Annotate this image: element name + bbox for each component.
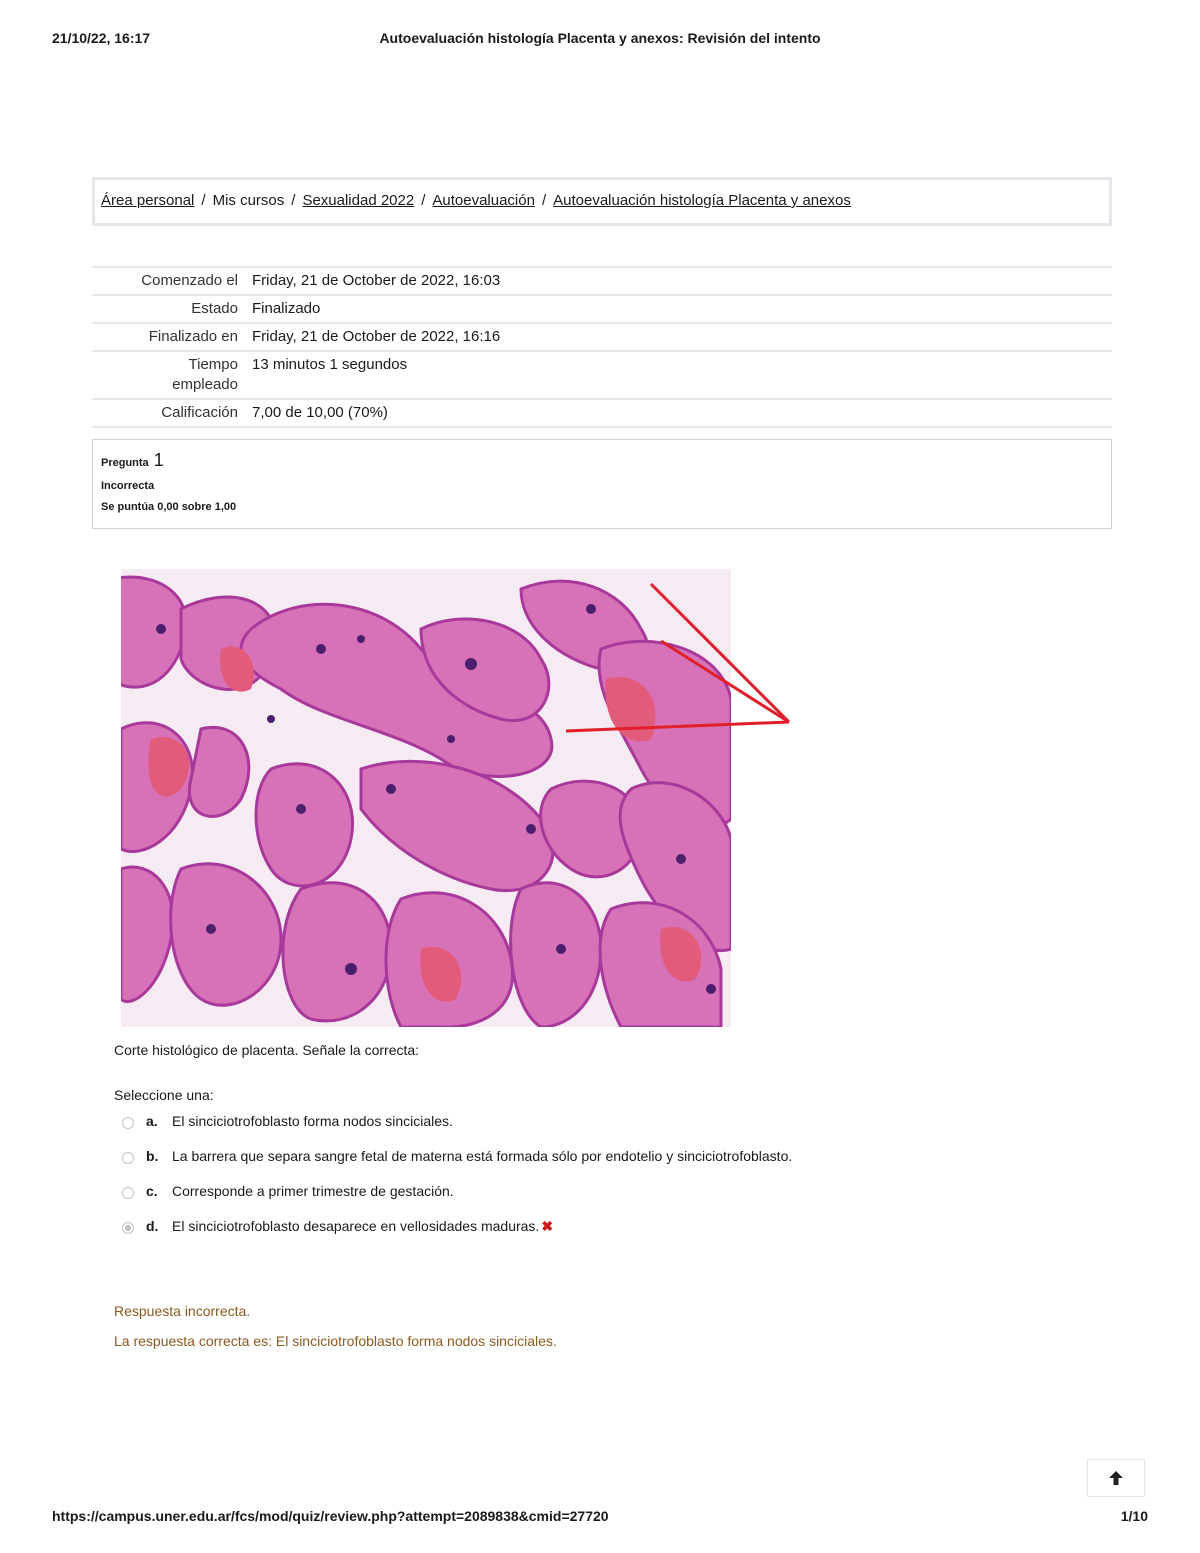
state-label: Estado [92,295,252,323]
answer-letter: a. [146,1113,158,1129]
question-state: Incorrecta [101,480,155,492]
started-value: Friday, 21 de October de 2022, 16:03 [252,267,1112,295]
summary-row-finished [92,323,1112,351]
print-header [52,30,1148,50]
summary-row-started [92,267,1112,295]
time-label-line2: empleado [172,376,238,393]
question-number [101,450,1103,471]
breadcrumb [92,177,1112,226]
radio-b[interactable] [122,1152,134,1164]
print-url: https://campus.uner.edu.ar/fcs/mod/quiz/review.php?attempt=2089838&cmid=27720 [52,1508,609,1524]
radio-c[interactable] [122,1187,134,1199]
breadcrumb-separator: / [201,192,206,209]
answer-list [122,1113,792,1253]
finished-value: Friday, 21 de October de 2022, 16:16 [252,323,1112,351]
radio-d[interactable] [122,1222,134,1234]
arrow-up-icon [1107,1469,1125,1487]
breadcrumb-separator: / [421,192,426,209]
answer-option-d[interactable] [122,1218,792,1253]
breadcrumb-separator: / [291,192,296,209]
answer-option-b[interactable] [122,1148,792,1183]
breadcrumb-item-quiz[interactable]: Autoevaluación histología Placenta y anexos [553,192,851,209]
answer-option-a[interactable] [122,1113,792,1148]
grade-value: 7,00 de 10,00 (70%) [252,399,1112,427]
time-value: 13 minutos 1 segundos [252,351,1112,399]
summary-row-time [92,351,1112,399]
breadcrumb-item-area-personal[interactable]: Área personal [101,192,195,209]
breadcrumb-item-course[interactable]: Sexualidad 2022 [302,192,415,209]
print-datetime: 21/10/22, 16:17 [52,30,151,46]
time-label [92,351,252,399]
time-label-line1: Tiempo [188,356,238,373]
answer-letter: c. [146,1183,158,1199]
summary-row-state [92,295,1112,323]
breadcrumb-separator: / [541,192,547,209]
answer-prompt: Seleccione una: [114,1087,214,1103]
question-mark: Se puntúa 0,00 sobre 1,00 [101,501,237,513]
grade-label: Calificación [92,399,252,427]
feedback-result: Respuesta incorrecta. [114,1303,251,1319]
breadcrumb-item-mis-cursos: Mis cursos [212,192,285,209]
print-footer [52,1508,1148,1528]
state-value: Finalizado [252,295,1112,323]
answer-option-c[interactable] [122,1183,792,1218]
summary-row-grade [92,399,1112,427]
breadcrumb-item-section[interactable]: Autoevaluación [432,192,535,209]
incorrect-x-icon: ✖ [541,1218,554,1234]
question-text: Corte histológico de placenta. Señale la correcta: [114,1042,420,1058]
answer-text: El sinciciotrofoblasto forma nodos sinciciales. [172,1113,453,1129]
feedback-correct-answer: La respuesta correcta es: El sinciciotrofoblasto forma nodos sinciciales. [114,1333,557,1349]
print-title: Autoevaluación histología Placenta y anexos: Revisión del intento [379,30,821,46]
finished-label: Finalizado en [92,323,252,351]
question-info [92,439,1112,529]
attempt-summary-table [92,266,1112,428]
answer-letter: d. [146,1218,159,1234]
answer-text: La barrera que separa sangre fetal de materna está formada sólo por endotelio y sinciciotrofoblasto. [172,1148,793,1164]
answer-text: Corresponde a primer trimestre de gestación. [172,1183,454,1199]
question-number-value: 1 [153,450,164,470]
feedback [114,1303,557,1363]
answer-text: El sinciciotrofoblasto desaparece en vellosidades maduras. [172,1218,540,1234]
question-label: Pregunta [101,457,149,469]
back-to-top-button[interactable] [1087,1459,1145,1497]
radio-a[interactable] [122,1117,134,1129]
print-page-number: 1/10 [1120,1508,1148,1524]
red-arrow-annotation [121,569,801,769]
started-label: Comenzado el [92,267,252,295]
answer-letter: b. [146,1148,159,1164]
